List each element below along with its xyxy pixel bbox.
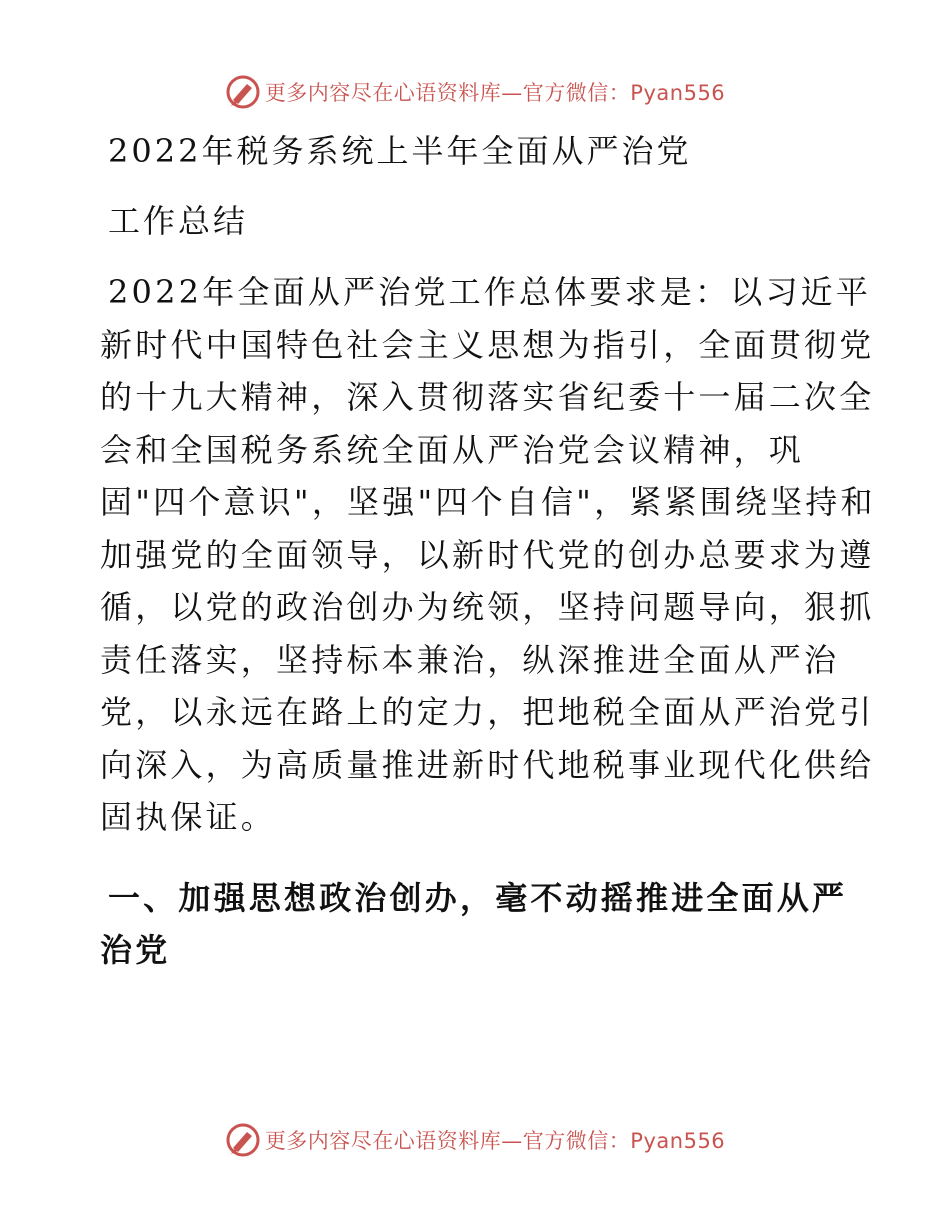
paragraph-line: 2022年全面从严治党工作总体要求是：以习近平: [108, 273, 872, 311]
heading-line: 治党: [100, 930, 171, 969]
watermark-header: [0, 72, 950, 112]
pen-logo-icon: [225, 1122, 261, 1158]
watermark-text: 更多内容尽在心语资料库—官方微信：Pyan556: [264, 81, 726, 105]
pen-logo-icon: [225, 74, 261, 110]
intro-paragraph: [100, 266, 876, 844]
watermark-text: 更多内容尽在心语资料库—官方微信：Pyan556: [264, 1129, 726, 1153]
heading-line: 一、加强思想政治创办，毫不动摇推进全面从严: [108, 878, 848, 917]
document-title-line2: 工作总结: [108, 202, 249, 240]
document-title-line1: 2022年税务系统上半年全面从严治党: [108, 132, 692, 170]
paragraph-line: 固"四个意识"，坚强"四个自信"，紧紧围绕坚持和: [100, 483, 876, 521]
paragraph-line: 新时代中国特色社会主义思想为指引，全面贯彻党: [100, 325, 875, 364]
paragraph-line: 责任落实，坚持标本兼治，纵深推进全面从严治: [100, 640, 840, 679]
paragraph-line: 加强党的全面领导，以新时代党的创办总要求为遵: [100, 535, 875, 574]
paragraph-line: 向深入，为高质量推进新时代地税事业现代化供给: [100, 745, 875, 784]
section-heading-1: [100, 872, 860, 976]
paragraph-line: 的十九大精神，深入贯彻落实省纪委十一届二次全: [100, 378, 875, 416]
paragraph-line: 循，以党的政治创办为统领，坚持问题导向，狠抓: [100, 588, 875, 626]
document-body: [100, 120, 876, 976]
paragraph-line: 固执保证。: [100, 798, 277, 836]
watermark-footer: [0, 1120, 950, 1160]
paragraph-line: 党，以永远在路上的定力，把地税全面从严治党引: [100, 693, 875, 731]
paragraph-line: 会和全国税务系统全面从严治党会议精神，巩: [100, 430, 805, 469]
